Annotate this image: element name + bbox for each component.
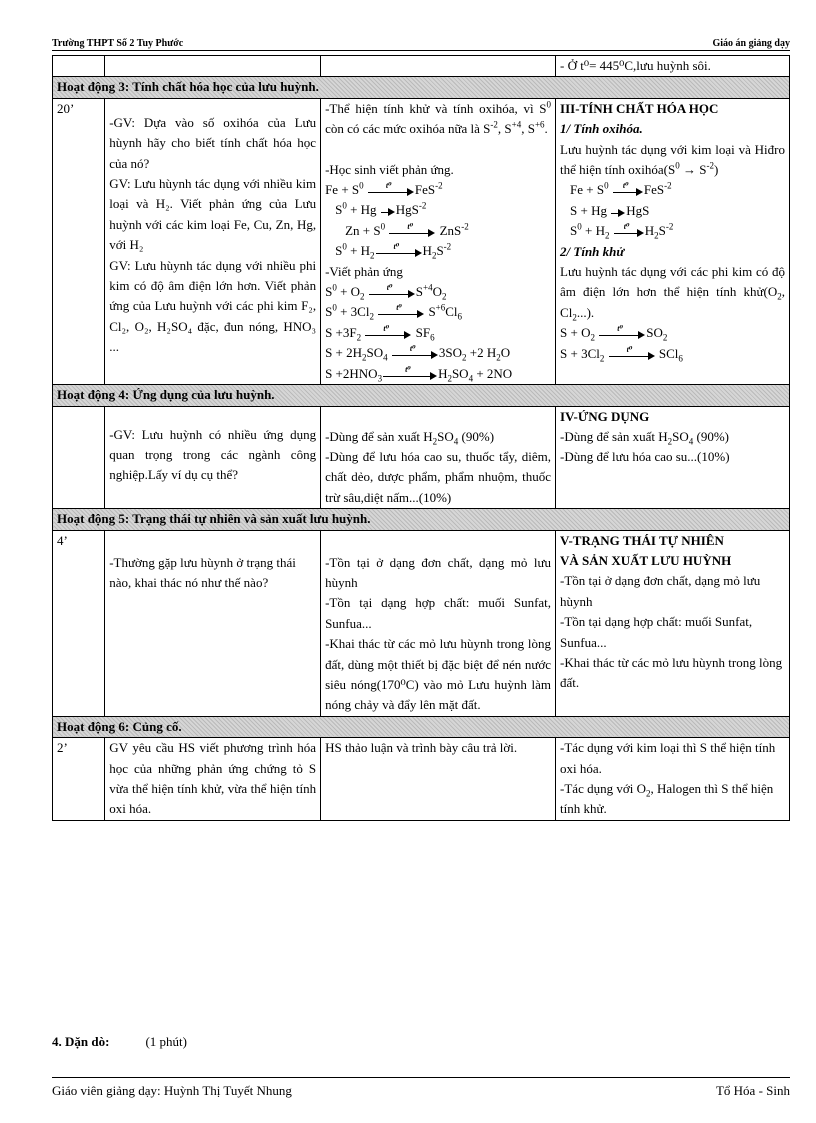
heat-arrow-icon: t⁰ — [365, 329, 411, 339]
teacher-activity-cell: -GV: Lưu huỳnh có nhiều ứng dụng quan trọng trong các ngành công nghiệp.Lấy ví dụ cụ thể? — [105, 406, 321, 509]
teacher-activity-cell: -GV: Dựa vào số oxihóa của Lưu hùynh hãy cho biết tính chất hóa học của nó? GV: Lưu hùynh tác dụng với nhiều kim loại và H₂. Viết phản ứng của Lưu huỳnh với các kim loại Fe, Cu, Zn, Hg, với H₂ GV: Lưu hùynh tác dụng với nhiều phi kim có độ âm điện lớn hơn. Viết phản ứng của Lưu huỳnh với các phi kim F₂, Cl₂, O₂, H₂SO₄ đặc, đun nóng, HNO₃ ... — [105, 98, 321, 384]
heat-arrow-icon: t⁰ — [392, 349, 438, 359]
student-activity-cell: -Dùng để sản xuất $H_2SO_4$ (90%) -Dùng để lưu hóa cao su, thuốc tẩy, diêm, chất dẻo, dược phẩm, phẩm nhuộm, thuốc trừ sâu,diệt nấm...(10%) — [321, 406, 556, 509]
reaction: $S + O_2$ t⁰ $SO_2$ — [560, 324, 668, 343]
section-header-4 — [53, 385, 790, 406]
lesson-table — [52, 55, 790, 821]
reaction: $Fe + S^0$ t⁰ FeS$^{-2}$ — [325, 180, 443, 198]
heat-arrow-icon: t⁰ — [609, 350, 655, 360]
arrow-icon — [381, 206, 395, 216]
heat-arrow-icon: t⁰ — [368, 186, 414, 196]
section-title-3: Hoạt động 3: Tính chất hóa học của lưu huỳnh. — [53, 77, 790, 98]
heat-arrow-icon: t⁰ — [376, 247, 422, 257]
document-type: Giáo án giảng dạy — [712, 38, 790, 49]
table-row — [53, 738, 790, 821]
lesson-content-cell: IV-ỨNG DỤNG -Dùng để sản xuất $H_2SO_4$ (90%) -Dùng để lưu hóa cao su...(10%) — [556, 406, 790, 509]
heat-arrow-icon: t⁰ — [378, 308, 424, 318]
heat-arrow-icon: t⁰ — [613, 186, 643, 196]
heat-arrow-icon: t⁰ — [614, 227, 644, 237]
section-title-4: Hoạt động 4: Ứng dụng của lưu huỳnh. — [53, 385, 790, 406]
time-cell: 2’ — [53, 738, 105, 821]
reaction: $S + 2H_2SO_4$ t⁰ $3SO_2 +2$ $H_2O$ — [325, 344, 511, 363]
heat-arrow-icon: t⁰ — [389, 227, 435, 237]
homework-line — [52, 1034, 187, 1050]
reaction: $Zn + S^0$ t⁰ ZnS$^{-2}$ — [345, 221, 469, 238]
heading-nature: V-TRẠNG THÁI TỰ NHIÊN — [560, 532, 724, 548]
time-cell: 4’ — [53, 530, 105, 716]
reaction: $S +3F_2$ t⁰ $SF_6$ — [325, 323, 435, 343]
reaction: $S^0 + 3Cl_2$ t⁰ $S^{+6}Cl_6$ — [325, 303, 463, 323]
page-header — [52, 36, 790, 51]
heading-applications: IV-ỨNG DỤNG — [560, 408, 650, 424]
student-activity-cell: -Tồn tại ở dạng đơn chất, dạng mỏ lưu hùynh -Tồn tại dạng hợp chất: muối Sunfat, Sunfua... -Khai thác từ các mỏ lưu hùynh trong lòng đất, dùng một thiết bị đặc biệt để nén nước siêu nóng(170⁰C) vào mỏ Lưu huỳnh làm nóng chảy và đẩy lên mặt đất. — [321, 530, 556, 716]
reaction: $S +2HNO_3$ t⁰ $H_2SO_4 + 2NO$ — [325, 364, 513, 384]
reaction: $S^0 + H_2$ t⁰ $H_2S^{-2}$ — [335, 241, 452, 261]
table-row — [53, 98, 790, 384]
department-name: Tổ Hóa - Sinh — [715, 1083, 790, 1098]
boiling-point-note: - Ở t⁰= 445⁰C,lưu huỳnh sôi. — [556, 56, 790, 77]
section-header-5 — [53, 509, 790, 530]
arrow-icon — [611, 207, 625, 217]
section-title-5: Hoạt động 5: Trạng thái tự nhiên và sản xuất lưu huỳnh. — [53, 509, 790, 530]
reaction: $Fe + S^0$ t⁰ FeS$^{-2}$ — [570, 181, 672, 198]
heading-chemical-properties: III-TÍNH CHẤT HÓA HỌC — [560, 100, 719, 116]
homework-duration: (1 phút) — [145, 1034, 187, 1049]
heat-arrow-icon: t⁰ — [599, 329, 645, 339]
table-row — [53, 406, 790, 509]
student-activity-cell: HS thảo luận và trình bày câu trả lời. — [321, 738, 556, 821]
homework-title: 4. Dặn dò: — [52, 1034, 110, 1049]
lesson-content-cell: III-TÍNH CHẤT HÓA HỌC 1/ Tính oxihóa. Lưu huỳnh tác dụng với kim loại và Hiđro thể hiện tính $oxihóa(S^0 \to S^{-2})$ $Fe + S^0$ t⁰ FeS$^{-2}$ S + Hg HgS $S^0 + H_2$ t⁰ $H_2S^{-2}$ 2/ Tính khử Lưu huỳnh tác dụng với các phi kim có độ âm điện lớn hơn thể hiện tính $khử(O_2$, $Cl_2$...). $S + O_2$ t⁰ $SO_2$ $S + 3Cl_2$ t⁰ SCl$_6$ — [556, 98, 790, 384]
reaction: $S^0 + H_2$ t⁰ $H_2S^{-2}$ — [570, 221, 674, 241]
reaction: $S + 3Cl_2$ t⁰ SCl$_6$ — [560, 344, 683, 364]
lesson-content-cell: V-TRẠNG THÁI TỰ NHIÊN VÀ SẢN XUẤT LƯU HUỲNH -Tồn tại ở dạng đơn chất, dạng mỏ lưu hùynh -Tồn tại dạng hợp chất: muối Sunfat, Sunfua... -Khai thác từ các mỏ lưu hùynh trong lòng đất. — [556, 530, 790, 716]
section-header-6 — [53, 716, 790, 737]
reaction: S + Hg HgS — [570, 202, 650, 218]
heat-arrow-icon: t⁰ — [369, 288, 415, 298]
heat-arrow-icon: t⁰ — [383, 370, 437, 380]
table-row — [53, 530, 790, 716]
student-intro: -Thể hiện tính khử và tính oxihóa, vì $S^0$ còn có các mức oxihóa nữa là $S^{-2}$, $S^{+4}$, $S^{+6}$. — [325, 99, 552, 137]
lesson-content-cell: -Tác dụng với kim loại thì S thể hiện tính oxi hóa. -Tác dụng với $O_2$, Halogen thì S thể hiện tính khử. — [556, 738, 790, 821]
reaction: $S^0 + Hg$ HgS$^{-2}$ — [335, 201, 427, 218]
reaction: $S^0 + O_2$ t⁰ $S^{+4}O_2$ — [325, 282, 447, 302]
page-footer — [52, 1077, 790, 1098]
section-header-3 — [53, 77, 790, 98]
school-name: Trường THPT Số 2 Tuy Phước — [52, 38, 184, 49]
teacher-name: Giáo viên giảng dạy: Huỳnh Thị Tuyết Nhung — [52, 1083, 292, 1098]
table-row — [53, 56, 790, 77]
student-activity-cell: -Thể hiện tính khử và tính oxihóa, vì $S^0$ còn có các mức oxihóa nữa là $S^{-2}$, $S^{+4}$, $S^{+6}$. -Học sinh viết phản ứng. $Fe + S^0$ t⁰ FeS$^{-2}$ $S^0 + Hg$ HgS$^{-2}$ $Zn + S^0$ t⁰ ZnS$^{-2}$ $S^0 + H_2$ t⁰ $H_2S^{-2}$ -Viết phản ứng $S^0 + O_2$ t⁰ $S^{+4}O_2$ $S^0 + 3Cl_2$ t⁰ $S^{+6}Cl_6$ $S +3F_2$ t⁰ $SF_6$ $S + 2H_2SO_4$ t⁰ $3SO_2 +2$ $H_2O$ $S +2HNO_3$ t⁰ $H_2SO_4 + 2NO$ — [321, 98, 556, 384]
teacher-activity-cell: GV yêu cầu HS viết phương trình hóa học của những phản ứng chứng tỏ S vừa thể hiện tính khử, vừa thể hiện tính oxi hóa. — [105, 738, 321, 821]
time-cell: 20’ — [53, 98, 105, 384]
section-title-6: Hoạt động 6: Củng cố. — [53, 716, 790, 737]
teacher-activity-cell: -Thường gặp lưu hùynh ở trạng thái nào, khai thác nó như thế nào? — [105, 530, 321, 716]
